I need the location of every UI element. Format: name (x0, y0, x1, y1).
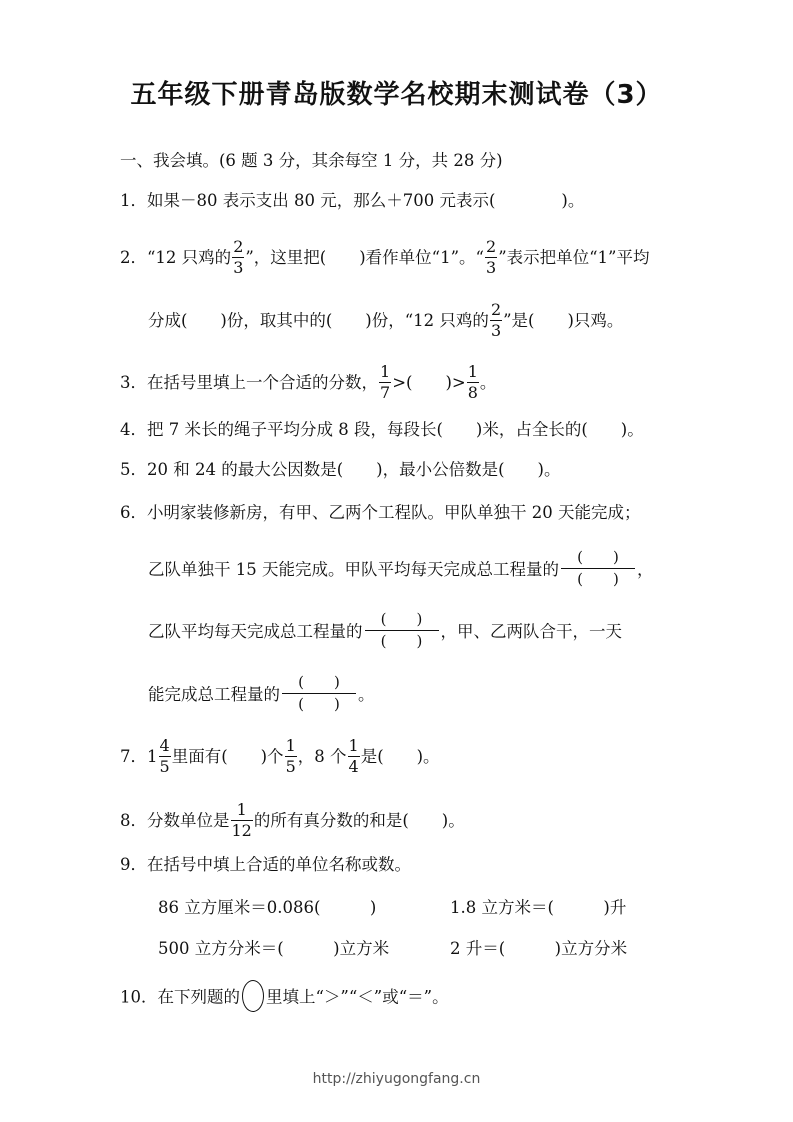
question-6-line-3: 乙队平均每天完成总工程量的 $\frac{( )}{( )}$ ，甲、乙两队合干，一天 (148, 610, 622, 650)
question-9-item: 500 立方分米＝( )立方米 (158, 939, 390, 958)
fraction: $\frac{1}{8}$ (467, 362, 478, 402)
question-6-line-4: 能完成总工程量的 $\frac{( )}{( )}$ 。 (148, 673, 375, 713)
fraction: $\frac{4}{5}$ (159, 736, 170, 776)
question-5: 5．20 和 24 的最大公因数是( )，最小公倍数是( )。 (120, 460, 561, 479)
question-6-line-1: 6．小明家装修新房，有甲、乙两个工程队。甲队单独干 20 天能完成； (120, 503, 641, 522)
fraction: $\frac{1}{4}$ (348, 736, 359, 776)
question-9-item: 86 立方厘米＝0.086( ) (158, 898, 377, 917)
blank-fraction: $\frac{( )}{( )}$ (282, 675, 356, 712)
question-2-line-2: 分成( )份，取其中的( )份，“12 只鸡的 $\frac{2}{3}$ ”是( )只鸡。 (148, 300, 624, 340)
section-heading: 一、我会填。(6 题 3 分，其余每空 1 分，共 28 分) (120, 151, 503, 170)
question-9-item: 2 升＝( )立方分米 (450, 939, 628, 958)
question-1: 1．如果－80 表示支出 80 元，那么＋700 元表示( )。 (120, 191, 585, 210)
question-4: 4．把 7 米长的绳子平均分成 8 段，每段长( )米，占全长的( )。 (120, 420, 644, 439)
question-10: 10．在下列题的 里填上“＞”“＜”或“＝”。 (120, 982, 449, 1014)
fraction: $\frac{1}{5}$ (285, 736, 296, 776)
question-2-line-1: 2．“12 只鸡的 $\frac{2}{3}$ ”，这里把( )看作单位“1”。“ $\frac{2}{3}$ ”表示把单位“1”平均 (120, 237, 650, 277)
answer-circle (242, 980, 264, 1012)
fraction: $\frac{2}{3}$ (233, 237, 244, 277)
question-9-item: 1.8 立方米＝( )升 (450, 898, 627, 917)
footer-url: http://zhiyugongfang.cn (312, 1071, 481, 1087)
page-title: 五年级下册青岛版数学名校期末测试卷（3） (130, 80, 663, 110)
blank-fraction: $\frac{( )}{( )}$ (561, 550, 635, 587)
question-7: 7．1 $\frac{4}{5}$ 里面有( )个 $\frac{1}{5}$ ，8 个 $\frac{1}{4}$ 是( )。 (120, 736, 440, 776)
question-6-line-2: 乙队单独干 15 天能完成。甲队平均每天完成总工程量的 $\frac{( )}{( )}$ ， (148, 548, 654, 588)
question-9: 9．在括号中填上合适的单位名称或数。 (120, 855, 411, 874)
fraction: $\frac{1}{7}$ (380, 362, 391, 402)
fraction: $\frac{1}{12}$ (231, 800, 252, 840)
blank-fraction: $\frac{( )}{( )}$ (365, 612, 439, 649)
question-3: 3．在括号里填上一个合适的分数， $\frac{1}{7}$ >( )> $\frac{1}{8}$ 。 (120, 362, 497, 402)
fraction: $\frac{2}{3}$ (486, 237, 497, 277)
question-8: 8．分数单位是 $\frac{1}{12}$ 的所有真分数的和是( )。 (120, 800, 465, 840)
fraction: $\frac{2}{3}$ (490, 300, 502, 340)
